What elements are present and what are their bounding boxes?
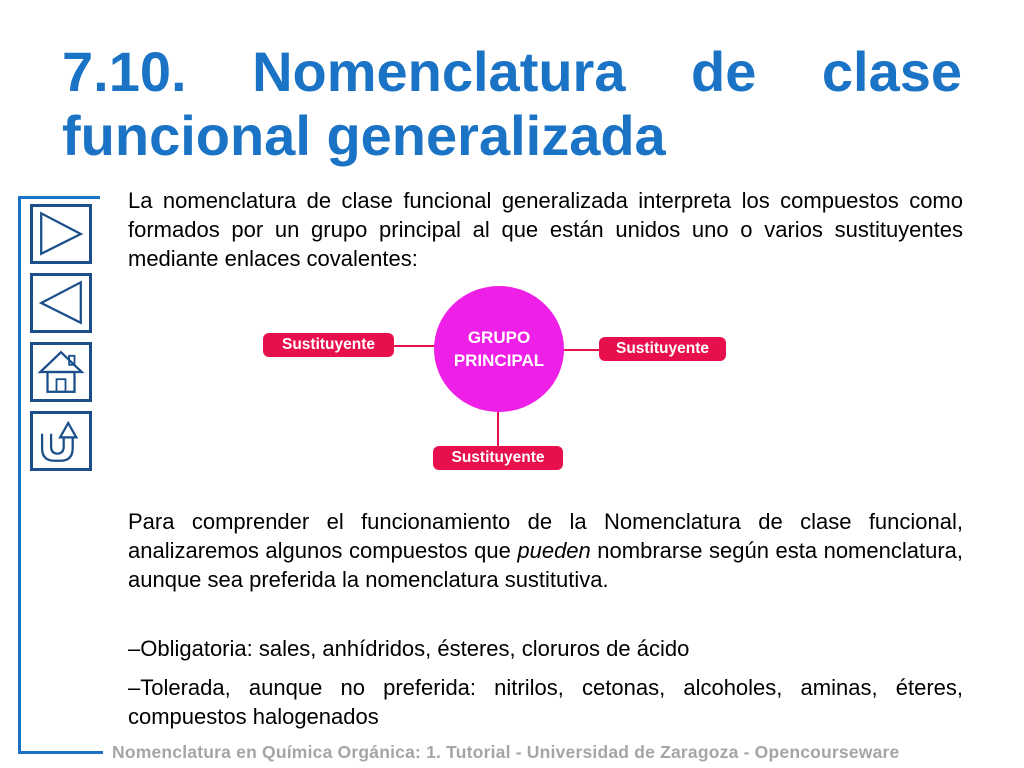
intro-paragraph: La nomenclatura de clase funcional generalizada interpreta los compuestos como formados por un grupo principal al que están unidos uno o varios sustituyentes mediante enlaces covalentes: — [128, 188, 963, 271]
list-item-tolerated: –Tolerada, aunque no preferida: nitrilos, cetonas, alcoholes, aminas, éteres, compuestos halogenados — [128, 675, 963, 729]
next-icon — [33, 207, 89, 261]
title-word: Nomenclatura — [252, 40, 626, 103]
explanation-paragraph — [128, 507, 963, 594]
list-item-obligatory: –Obligatoria: sales, anhídridos, ésteres, cloruros de ácido — [128, 636, 690, 661]
explanation-text-start: Para comprender el funcionamiento de la Nomenclatura de clase funcional, analizaremos algunos compuestos que — [128, 509, 963, 563]
title-word: de — [691, 40, 757, 103]
principal-group-label-line1: GRUPO — [467, 328, 531, 347]
slide-title-line2: funcional generalizada — [62, 104, 666, 167]
substituent-right: Sustituyente — [599, 337, 726, 361]
principal-group-circle — [434, 286, 564, 412]
title-word: clase — [821, 40, 962, 103]
slide-title-line1 — [62, 40, 962, 104]
home-icon — [33, 345, 89, 399]
next-slide-button[interactable] — [30, 204, 92, 264]
return-button[interactable] — [30, 411, 92, 471]
explanation-text-end: nombrarse según esta nomenclatura, aunque sea preferida la nomenclatura sustitutiva. — [128, 538, 963, 592]
footer-text: Nomenclatura en Química Orgánica: 1. Tutorial - Universidad de Zaragoza - Opencourseware — [112, 742, 900, 762]
previous-icon — [33, 276, 89, 330]
substituent-left: Sustituyente — [263, 333, 394, 357]
connector-left — [394, 345, 436, 347]
connector-bottom — [497, 410, 499, 447]
slide-title — [62, 40, 962, 168]
home-button[interactable] — [30, 342, 92, 402]
previous-slide-button[interactable] — [30, 273, 92, 333]
explanation-emphasis: pueden — [517, 538, 591, 563]
connector-right — [562, 349, 600, 351]
return-icon — [33, 414, 89, 468]
nav-frame-bottom — [18, 751, 103, 754]
principal-group-label-line2: PRINCIPAL — [453, 351, 545, 370]
substituent-bottom: Sustituyente — [433, 446, 563, 470]
title-word: 7.10. — [62, 40, 187, 103]
